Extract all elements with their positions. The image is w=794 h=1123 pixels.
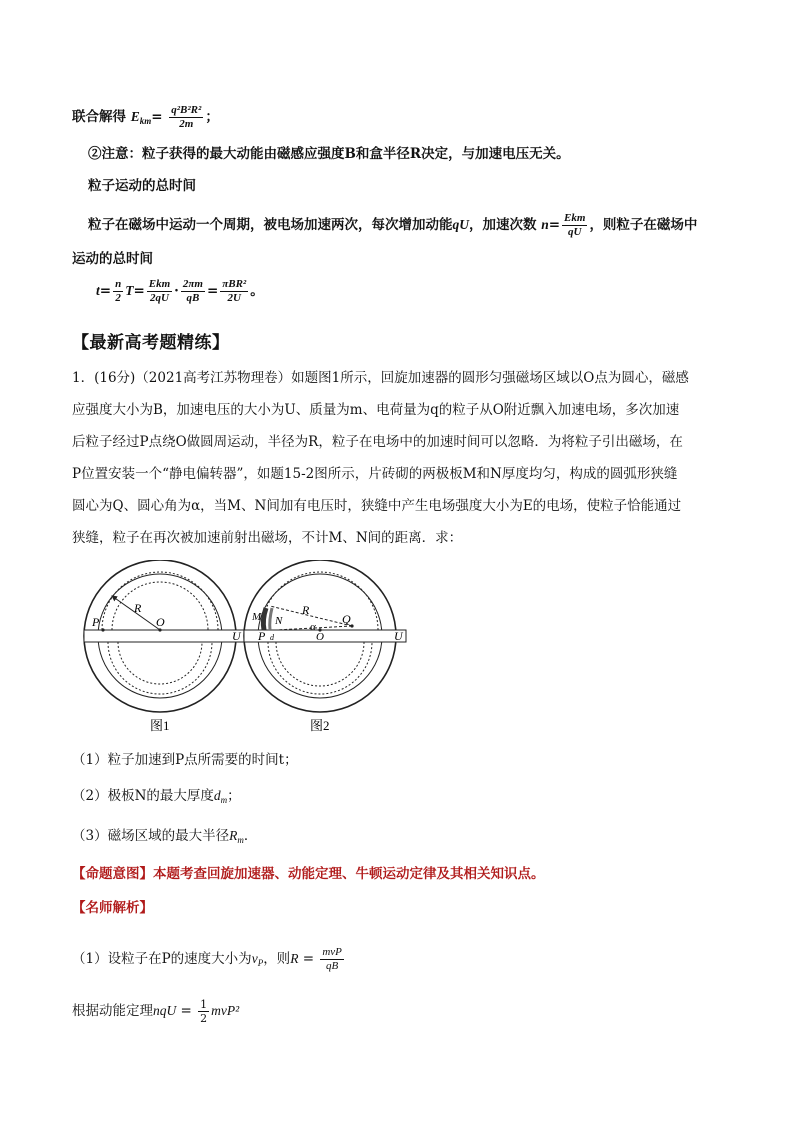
fig2-label-O: O <box>316 631 324 643</box>
figure-1 <box>84 560 254 733</box>
joint-solve-label: 联合解得 <box>72 109 126 125</box>
problem-line-2: 应强度大小为B，加速电压的大小为U、质量为m、电荷量为q的粒子从O附近飘入加速电场，多次加速 <box>72 402 680 418</box>
n-fraction: $\frac{\text{Ekm}}{qU}$ <box>564 212 586 238</box>
fig1-label-O: O <box>156 615 165 629</box>
problem-line-3: 后粒子经过P点绕O做圆周运动，半径为R，粒子在电场中的加速时间可以忽略．为将粒子引出磁场，在 <box>72 434 683 450</box>
half-fraction: $\frac{1}{2}$ <box>200 998 208 1025</box>
note-line: ②注意：粒子获得的最大动能由磁感应强度B和盒半径R决定，与加速电压无关。 <box>88 146 570 162</box>
fig2-label-M: M <box>252 611 262 623</box>
fig2-label-U: U <box>394 629 403 643</box>
cyclotron-figure <box>70 560 420 736</box>
question-2: （2）极板N的最大厚度$d_m$； <box>72 788 241 805</box>
problem-line-5: 圆心为Q、圆心角为α，当M、N间加有电压时，狭缝中产生电场强度大小为E的电场，使粒子恰能通过 <box>72 498 682 514</box>
fig2-label-Q: Q <box>342 612 351 626</box>
fig2-label-R: R <box>302 603 310 617</box>
fig2-label-P: P <box>258 629 266 643</box>
problem-line-4: P位置安装一个“静电偏转器”，如题15-2图所示，片砖砌的两极板M和N厚度均匀，构成的圆弧形狭缝 <box>72 466 678 482</box>
problem-line-1: 1．(16分)（2021高考江苏物理卷）如题图1所示，回旋加速器的圆形匀强磁场区域以O点为圆心，磁感 <box>72 370 689 386</box>
fig1-label-R: R <box>134 601 142 615</box>
acceleration-paragraph-line1: 粒子在磁场中运动一个周期，被电场加速两次，每次增加动能qU，加速次数 n= $\frac{\text{Ekm}}{qU}$ ，则粒子在磁场中 <box>88 212 698 238</box>
total-time-title: 粒子运动的总时间 <box>88 178 196 194</box>
fig2-label-d: d <box>270 633 274 642</box>
intent-text: 本题考查回旋加速器、动能定理、牛顿运动定律及其相关知识点。 <box>153 866 545 882</box>
fig1-label-U: U <box>232 629 241 643</box>
fig2-label-N: N <box>275 615 283 627</box>
question-3: （3）磁场区域的最大半径$R_m$． <box>72 828 258 845</box>
analysis-step-2: 根据动能定理nqU = $\frac{1}{2}$ mvP² <box>72 998 240 1025</box>
ekm-symbol: $E_{km}$ <box>130 109 152 126</box>
section-heading: 【最新高考题精练】 <box>72 333 230 353</box>
figure-2 <box>244 560 406 733</box>
acceleration-paragraph-line2: 运动的总时间 <box>72 251 153 267</box>
fig2-caption: 图2 <box>310 718 330 733</box>
problem-line-6: 狭缝，粒子在再次被加速前射出磁场，不计M、N间的距离．求： <box>72 530 463 546</box>
radius-fraction: $\frac{\text{mvP}}{qB}$ <box>322 946 342 972</box>
fig1-label-P: P <box>92 615 100 629</box>
fig2-label-alpha: α <box>310 621 316 633</box>
analysis-tag: 【名师解析】 <box>72 900 153 916</box>
question-1: （1）粒子加速到P点所需要的时间t； <box>72 752 298 768</box>
ekm-fraction: $\frac{\text{q²B²R²}}{2m}$ <box>171 104 202 130</box>
ekm-line: 联合解得 $E_{km}=$ $\frac{\text{q²B²R²}}{2m}$ ； <box>72 104 219 130</box>
fig1-caption: 图1 <box>150 718 170 733</box>
intent-tag: 【命题意图】 <box>72 866 153 882</box>
total-time-formula: t= $\frac{n}{2}$ T= $\frac{\text{Ekm}}{2qU}$ · $\frac{2\pi m}{qB}$ = $\frac{\text{πBR²}}{2U}$ 。 <box>96 278 264 304</box>
analysis-step-1: （1）设粒子在P的速度大小为$v_P$，则R = $\frac{\text{mvP}}{qB}$ <box>72 946 342 972</box>
intent-line <box>72 864 545 884</box>
